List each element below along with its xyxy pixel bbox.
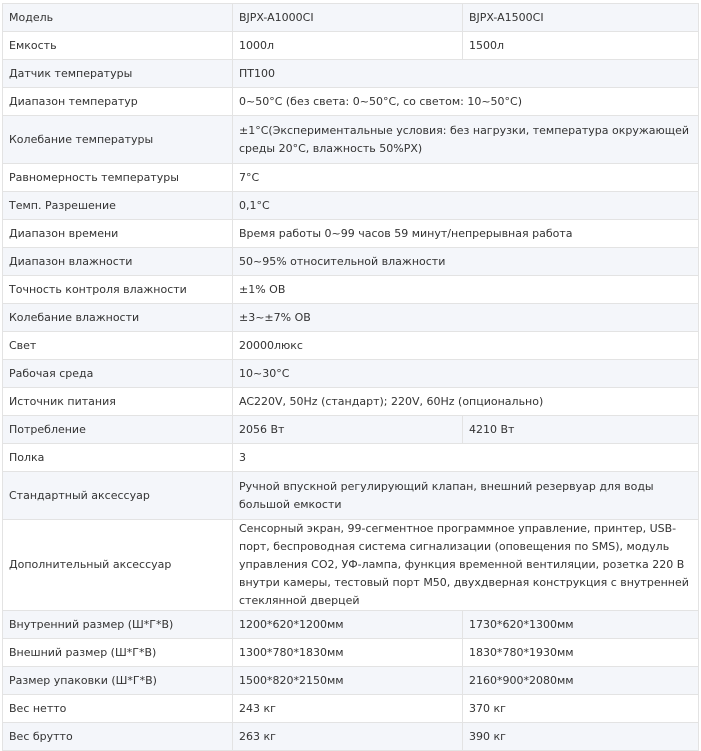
spec-value-a1000: 243 кг — [233, 695, 463, 723]
spec-label: Диапазон времени — [3, 220, 233, 248]
spec-label: Внешний размер (Ш*Г*В) — [3, 639, 233, 667]
spec-label: Темп. Разрешение — [3, 192, 233, 220]
spec-value-a1000: 2056 Вт — [233, 416, 463, 444]
spec-value: 0,1°C — [233, 192, 699, 220]
table-row — [3, 472, 699, 520]
spec-value: AC220V, 50Hz (стандарт); 220V, 60Hz (опционально) — [233, 388, 699, 416]
spec-label: Рабочая среда — [3, 360, 233, 388]
spec-label: Стандартный аксессуар — [3, 472, 233, 520]
table-row — [3, 667, 699, 695]
spec-value-a1000: 1500*820*2150мм — [233, 667, 463, 695]
spec-label: Равномерность температуры — [3, 164, 233, 192]
spec-label: Свет — [3, 332, 233, 360]
spec-value: ±1% ОВ — [233, 276, 699, 304]
spec-value: 20000люкс — [233, 332, 699, 360]
spec-value-a1000: 1000л — [233, 32, 463, 60]
spec-value-a1500: 2160*900*2080мм — [463, 667, 699, 695]
table-row — [3, 88, 699, 116]
spec-value-a1500: 4210 Вт — [463, 416, 699, 444]
spec-value-a1000: 1300*780*1830мм — [233, 639, 463, 667]
spec-value: 3 — [233, 444, 699, 472]
spec-value: 10~30°C — [233, 360, 699, 388]
spec-label: Колебание влажности — [3, 304, 233, 332]
spec-value-a1500: 1830*780*1930мм — [463, 639, 699, 667]
table-row — [3, 4, 699, 32]
spec-value-a1500: 370 кг — [463, 695, 699, 723]
spec-label: Полка — [3, 444, 233, 472]
spec-label: Емкость — [3, 32, 233, 60]
spec-value: 7°C — [233, 164, 699, 192]
spec-value-a1500: 1730*620*1300мм — [463, 611, 699, 639]
spec-value: Сенсорный экран, 99-сегментное программное управление, принтер, USB-порт, беспроводная система сигнализации (оповещения по SMS), модуль управления CO2, УФ-лампа, функция временной вентиляции, розетка 220 В внутри камеры, тестовый порт M50, двухдверная конструкция с внутренней стеклянной дверцей — [233, 520, 699, 611]
spec-table-body — [3, 4, 699, 751]
table-row — [3, 723, 699, 751]
table-row — [3, 276, 699, 304]
spec-label: Размер упаковки (Ш*Г*В) — [3, 667, 233, 695]
table-row — [3, 32, 699, 60]
table-row — [3, 639, 699, 667]
spec-label: Модель — [3, 4, 233, 32]
spec-value: 0~50°C (без света: 0~50°C, со светом: 10~50°C) — [233, 88, 699, 116]
table-row — [3, 60, 699, 88]
table-row — [3, 360, 699, 388]
table-row — [3, 220, 699, 248]
spec-label: Точность контроля влажности — [3, 276, 233, 304]
spec-table — [2, 3, 699, 751]
table-row — [3, 611, 699, 639]
table-row — [3, 192, 699, 220]
spec-label: Вес брутто — [3, 723, 233, 751]
spec-value-a1500: BJPX-A1500CI — [463, 4, 699, 32]
table-row — [3, 248, 699, 276]
spec-value: Время работы 0~99 часов 59 минут/непрерывная работа — [233, 220, 699, 248]
table-row — [3, 164, 699, 192]
spec-label: Вес нетто — [3, 695, 233, 723]
table-row — [3, 695, 699, 723]
spec-value-a1000: 263 кг — [233, 723, 463, 751]
table-row — [3, 388, 699, 416]
table-row — [3, 304, 699, 332]
spec-label: Колебание температуры — [3, 116, 233, 164]
spec-value: 50~95% относительной влажности — [233, 248, 699, 276]
spec-value: ПТ100 — [233, 60, 699, 88]
spec-value-a1000: BJPX-A1000CI — [233, 4, 463, 32]
spec-label: Датчик температуры — [3, 60, 233, 88]
spec-value-a1500: 390 кг — [463, 723, 699, 751]
spec-label: Диапазон влажности — [3, 248, 233, 276]
spec-label: Источник питания — [3, 388, 233, 416]
spec-value-a1500: 1500л — [463, 32, 699, 60]
spec-label: Дополнительный аксессуар — [3, 520, 233, 611]
table-row — [3, 116, 699, 164]
table-row — [3, 444, 699, 472]
spec-value-a1000: 1200*620*1200мм — [233, 611, 463, 639]
spec-value: Ручной впускной регулирующий клапан, внешний резервуар для воды большой емкости — [233, 472, 699, 520]
spec-label: Внутренний размер (Ш*Г*В) — [3, 611, 233, 639]
table-row — [3, 416, 699, 444]
spec-label: Диапазон температур — [3, 88, 233, 116]
table-row — [3, 332, 699, 360]
spec-value: ±3~±7% ОВ — [233, 304, 699, 332]
table-row — [3, 520, 699, 611]
spec-value: ±1°C(Экспериментальные условия: без нагрузки, температура окружающей среды 20°C, влажность 50%РХ) — [233, 116, 699, 164]
spec-label: Потребление — [3, 416, 233, 444]
